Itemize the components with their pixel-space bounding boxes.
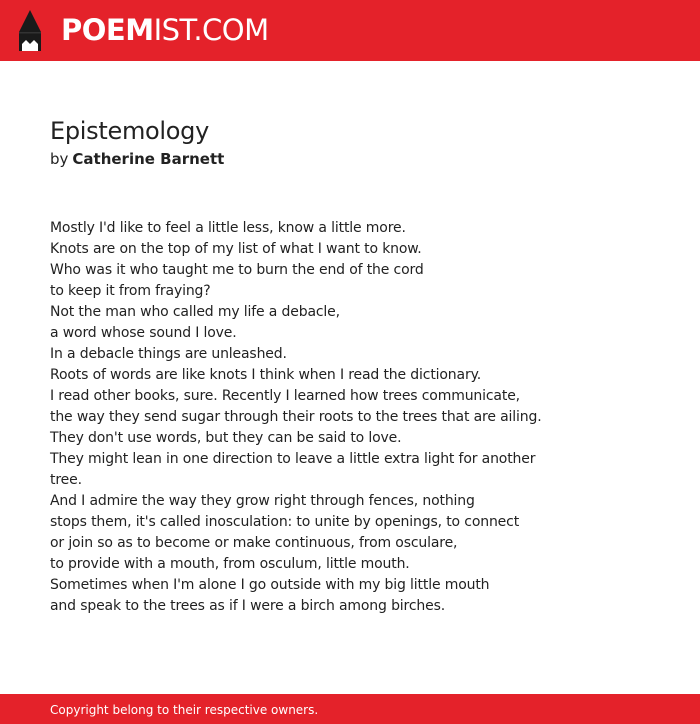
poem-line: In a debacle things are unleashed. [50, 346, 287, 362]
logo-bold-part: POEM [61, 13, 154, 47]
author-name: Catherine Barnett [72, 150, 225, 168]
poem-line: the way they send sugar through their roots to the trees that are ailing. [50, 409, 542, 425]
poem-line: Mostly I'd like to feel a little less, know a little more. [50, 220, 406, 236]
poem-line: Sometimes when I'm alone I go outside with my big little mouth [50, 577, 490, 593]
site-logo[interactable] [61, 12, 269, 48]
poem-line: Who was it who taught me to burn the end of the cord [50, 262, 424, 278]
poem-line: to keep it from fraying? [50, 283, 211, 299]
poem-line: a word whose sound I love. [50, 325, 237, 341]
poem-line: I read other books, sure. Recently I learned how trees communicate, [50, 388, 520, 404]
site-footer [0, 694, 700, 724]
poem-line: And I admire the way they grow right through fences, nothing [50, 493, 475, 509]
poem-byline [50, 149, 224, 169]
poem-line: Knots are on the top of my list of what I want to know. [50, 241, 422, 257]
copyright-notice: Copyright belong to their respective owners. [50, 703, 319, 717]
site-header [0, 0, 700, 61]
poem-line: tree. [50, 472, 82, 488]
poem-line: Not the man who called my life a debacle, [50, 304, 340, 320]
pencil-tip-icon[interactable] [18, 10, 42, 51]
by-label: by [50, 150, 69, 168]
poem-title: Epistemology [50, 117, 209, 145]
poem-line: or join so as to become or make continuous, from osculare, [50, 535, 458, 551]
poem-line: They might lean in one direction to leave a little extra light for another [50, 451, 536, 467]
poem-line: Roots of words are like knots I think when I read the dictionary. [50, 367, 482, 383]
poem-line: to provide with a mouth, from osculum, little mouth. [50, 556, 410, 572]
poem-body [50, 218, 670, 617]
poem-line: They don't use words, but they can be said to love. [50, 430, 402, 446]
logo-light-part: IST.COM [153, 13, 269, 47]
poem-line: stops them, it's called inosculation: to unite by openings, to connect [50, 514, 520, 530]
poem-line: and speak to the trees as if I were a birch among birches. [50, 598, 446, 614]
